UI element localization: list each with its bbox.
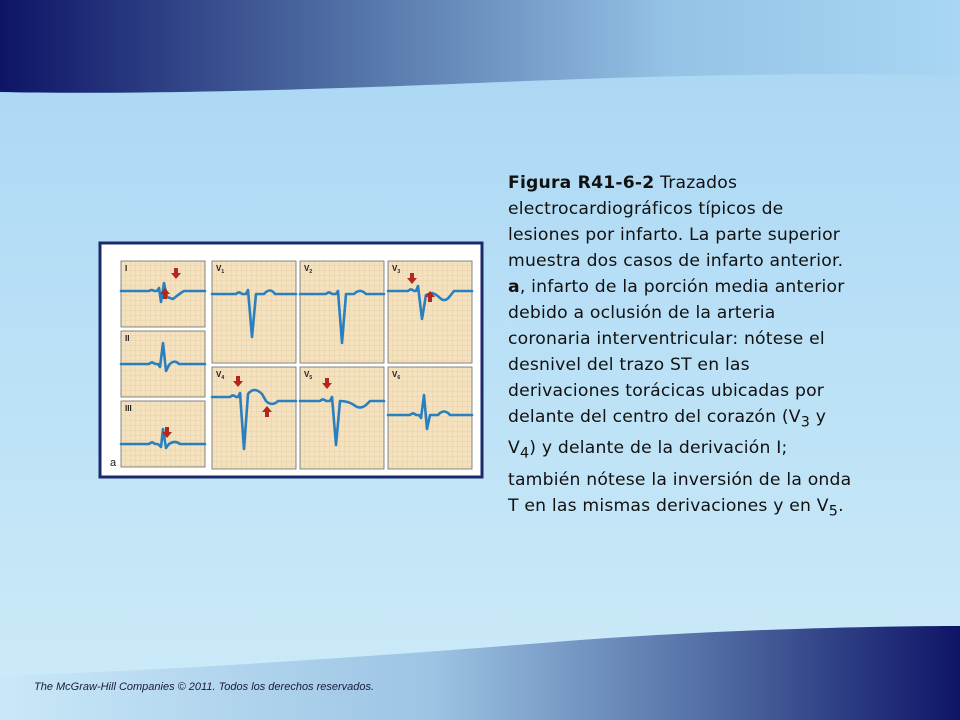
figure-caption [508,170,858,524]
caption-body-4: . [838,495,844,516]
copyright-footer: The McGraw-Hill Companies © 2011. Todos los derechos reservados. [34,681,375,693]
panel-letter-a: a [110,457,117,469]
ecg-panel-v3 [388,261,472,363]
caption-body-3: ) y delante de la derivación I; también nótese la inversión de la onda T en las mismas derivaciones y en V [508,438,852,516]
ecg-panel-iii [121,401,205,467]
caption-sub-2: 4 [519,445,530,462]
lead-label-v1: $V_1$ [216,264,225,275]
ecg-panel-v1 [212,261,296,363]
ecg-panel-ii [121,331,205,397]
lead-label-v2: $V_2$ [304,264,313,275]
ecg-panel-v5 [300,367,384,469]
caption-body-2: y V [508,407,827,459]
lead-label-i: I [125,264,128,273]
ecg-panel-v4 [212,367,296,469]
lead-label-iii: III [125,404,132,413]
lead-label-v4: $V_4$ [216,370,225,381]
caption-sub-1: 3 [800,414,811,431]
caption-title: Figura R41-6-2 [508,173,655,193]
ecg-figure [100,243,482,477]
ecg-panel-v2 [300,261,384,363]
caption-body-1: , infarto de la porción media anterior debido a oclusión de la arteria coronaria interventricular: nótese el desnivel del trazo ST en las derivaciones torácicas ubicadas por delante del centro del corazón (V [508,277,845,427]
lead-label-v5: $V_5$ [304,370,313,381]
ecg-panel-v6 [388,367,472,469]
lead-label-ii: II [125,334,130,343]
caption-panel-letter: a [508,277,520,297]
caption-sub-3: 5 [828,503,839,520]
caption-intro: Trazados electrocardiográficos típicos de lesiones por infarto. La parte superior muestra dos casos de infarto anterior. [508,173,844,271]
lead-label-v3: $V_3$ [392,264,401,275]
lead-label-v6: $V_6$ [392,370,401,381]
